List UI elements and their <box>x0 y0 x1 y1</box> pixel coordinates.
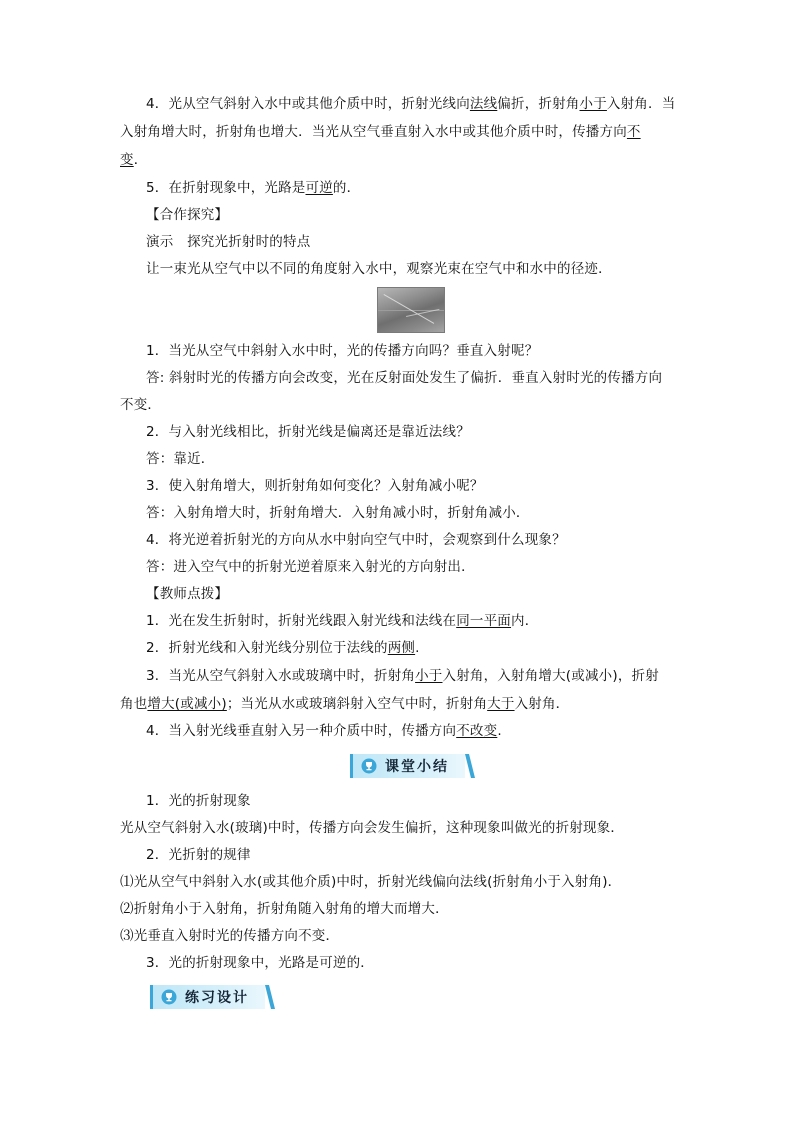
text-line: 5．在折射现象中，光路是可逆的． <box>146 180 361 196</box>
answer-underline: 不 <box>626 124 641 140</box>
text-line: ⑵折射角小于入射角，折射角随入射角的增大而增大． <box>120 901 449 917</box>
trophy-icon <box>361 758 377 774</box>
question-line: 4．将光逆着折射光的方向从水中射向空气中时，会观察到什么现象？ <box>146 532 566 548</box>
answer-underline: 增大(或减小) <box>147 696 227 712</box>
text-line: 4．光从空气斜射入水中或其他介质中时，折射光线向法线偏折，折射角小于入射角．当 <box>146 96 676 112</box>
section-heading: 【教师点拨】 <box>146 586 229 602</box>
answer-underline: 两侧 <box>387 640 416 656</box>
answer-line: 答：进入空气中的折射光逆着原来入射光的方向射出． <box>146 559 475 575</box>
experiment-photo <box>377 287 445 333</box>
text-line: 2．光折射的规律 <box>146 847 251 863</box>
text-line: 变． <box>120 152 148 168</box>
answer-underline: 小于 <box>579 96 607 112</box>
section-heading: 【合作探究】 <box>146 207 229 223</box>
text-line: 角也增大(或减小)；当光从水或玻璃斜射入空气中时，折射角大于入射角． <box>120 696 570 712</box>
banner-title: 练习设计 <box>185 990 249 1006</box>
text-line: 3．当光从空气斜射入水或玻璃中时，折射角小于入射角，入射角增大(或减小)，折射 <box>146 668 659 684</box>
practice-banner <box>150 985 265 1009</box>
text-line: 让一束光从空气中以不同的角度射入水中，观察光束在空气中和水中的径迹． <box>146 261 612 277</box>
answer-underline: 不改变 <box>456 723 498 739</box>
text-line: 2．折射光线和入射光线分别位于法线的两侧. <box>146 640 420 656</box>
text-line: 演示 探究光折射时的特点 <box>146 234 311 250</box>
question-line: 1．当光从空气中斜射入水中时，光的传播方向吗？垂直入射呢？ <box>146 343 539 359</box>
text-line: 1．光在发生折射时，折射光线跟入射光线和法线在同一平面内． <box>146 613 539 629</box>
answer-line: 答：靠近． <box>146 451 215 467</box>
answer-line: 答：入射角增大时，折射角增大．入射角减小时，折射角减小． <box>146 505 530 521</box>
text-line: 3．光的折射现象中，光路是可逆的． <box>146 955 374 971</box>
text-line: ⑴光从空气中斜射入水(或其他介质)中时，折射光线偏向法线(折射角小于入射角)． <box>120 874 622 890</box>
answer-underline: 小于 <box>415 668 443 684</box>
text-line: 4．当入射光线垂直射入另一种介质中时，传播方向不改变. <box>146 723 502 739</box>
answer-underline: 大于 <box>487 696 515 712</box>
question-line: 3．使入射角增大，则折射角如何变化？入射角减小呢？ <box>146 478 484 494</box>
question-line: 2．与入射光线相比，折射光线是偏离还是靠近法线？ <box>146 424 470 440</box>
trophy-icon <box>161 989 177 1005</box>
banner-title: 课堂小结 <box>385 759 449 775</box>
answer-line: 不变． <box>120 397 162 413</box>
summary-banner <box>350 754 465 778</box>
answer-underline: 法线 <box>469 96 498 112</box>
answer-underline: 可逆 <box>305 180 333 196</box>
answer-underline: 同一平面 <box>456 613 512 629</box>
text-line: 光从空气斜射入水(玻璃)中时，传播方向会发生偏折，这种现象叫做光的折射现象． <box>120 820 625 836</box>
answer-line: 答: 斜射时光的传播方向会改变，光在反射面处发生了偏折．垂直入射时光的传播方向 <box>146 370 663 386</box>
text-line: 入射角增大时，折射角也增大．当光从空气垂直射入水中或其他介质中时，传播方向不 <box>120 124 641 140</box>
text-line: ⑶光垂直入射时光的传播方向不变． <box>120 928 340 944</box>
answer-underline: 变 <box>120 152 134 168</box>
text-line: 1．光的折射现象 <box>146 793 251 809</box>
